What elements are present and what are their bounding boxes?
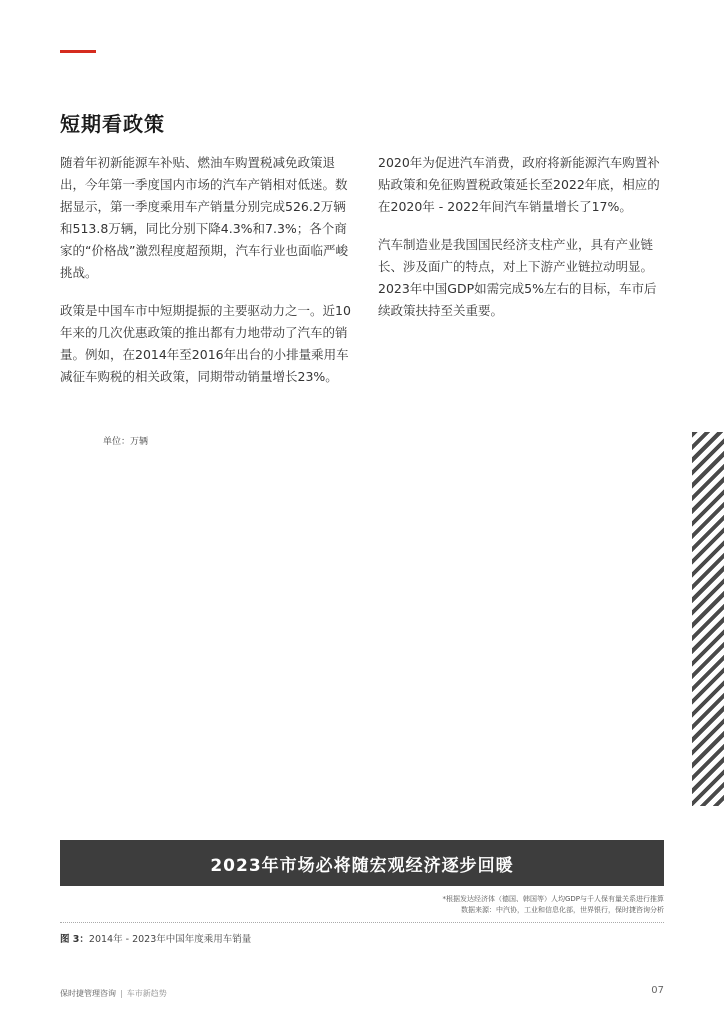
footer [60,988,167,999]
note-line-2: 数据来源：中汽协，工业和信息化部，世界银行，保时捷咨询分析 [461,906,664,914]
page-number: 07 [651,985,664,996]
footer-company: 保时捷管理咨询 [60,989,116,998]
right-paragraph-1: 2020年为促进汽车消费，政府将新能源汽车购置补贴政策和免征购置税政策延长至2022年底，相应的在2020年 - 2022年间汽车销量增长了17%。 [378,155,660,214]
footer-separator: | [120,989,123,998]
left-paragraph-1: 随着年初新能源车补贴、燃油车购置税减免政策退出，今年第一季度国内市场的汽车产销相对低迷。数据显示，第一季度乘用车产销量分别完成526.2万辆和513.8万辆，同比分别下降4.3%和7.3%；各个商家的“价格战”激烈程度超预期，汽车行业也面临严峻挑战。 [60,155,348,280]
left-column [60,152,356,404]
figure-label: 图 3： [60,934,89,945]
decorative-stripes [692,432,724,806]
figure-title: 2014年 - 2023年中国年度乘用车销量 [88,934,252,945]
dotted-divider [60,922,664,923]
figure-caption [60,931,251,945]
banner-text: 2023年市场必将随宏观经济逐步回暖 [210,855,514,876]
accent-bar [60,50,96,53]
left-paragraph-2: 政策是中国车市中短期提振的主要驱动力之一。近10年来的几次优惠政策的推出都有力地带动了汽车的销量。例如，在2014年至2016年出台的小排量乘用车减征车购税的相关政策，同期带动销量增长23%。 [60,303,351,384]
headline-banner [60,840,664,886]
right-column [378,152,666,338]
footer-section: 车市新趋势 [126,989,167,998]
right-paragraph-2: 汽车制造业是我国国民经济支柱产业，具有产业链长、涉及面广的特点，对上下游产业链拉动明显。2023年中国GDP如需完成5%左右的目标，车市后续政策扶持至关重要。 [378,237,657,318]
source-notes [442,894,664,916]
section-heading: 短期看政策 [60,112,165,136]
note-line-1: *根据发达经济体（德国、韩国等）人均GDP与千人保有量关系进行推算 [442,895,664,903]
chart-unit-label: 单位：万辆 [103,437,149,447]
